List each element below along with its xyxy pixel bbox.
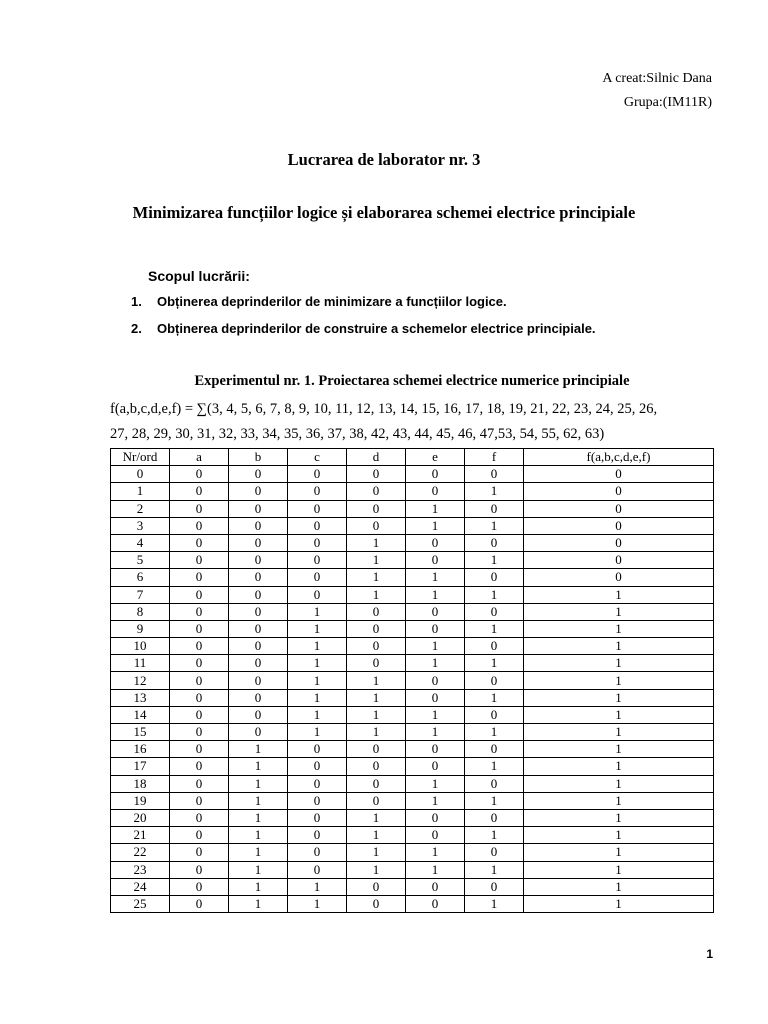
table-cell: 0 [288,827,347,844]
table-cell: 1 [288,655,347,672]
table-cell: 0 [406,878,465,895]
table-cell: 0 [288,741,347,758]
lab-subtitle: Minimizarea funcțiilor logice și elaborarea schemei electrice principiale [132,203,636,222]
table-cell: 1 [524,809,714,826]
lab-title: Lucrarea de laborator nr. 3 [287,150,481,169]
table-row [111,895,714,912]
table-cell: 0 [524,569,714,586]
table-cell: 0 [406,689,465,706]
table-cell: 0 [347,620,406,637]
column-header: f(a,b,c,d,e,f) [524,449,714,466]
table-cell: 14 [111,706,170,723]
table-cell: 0 [465,500,524,517]
table-cell: 0 [406,603,465,620]
table-cell: 0 [524,534,714,551]
table-row [111,552,714,569]
table-cell: 1 [406,569,465,586]
table-cell: 0 [170,724,229,741]
table-cell: 0 [170,689,229,706]
table-cell: 0 [347,517,406,534]
table-cell: 1 [524,724,714,741]
purpose-heading: Scopul lucrării: [148,268,250,284]
table-cell: 1 [524,844,714,861]
table-row [111,724,714,741]
table-cell: 1 [406,844,465,861]
table-cell: 0 [524,500,714,517]
table-cell: 0 [288,517,347,534]
table-cell: 25 [111,895,170,912]
table-cell: 4 [111,534,170,551]
table-cell: 3 [111,517,170,534]
table-cell: 0 [229,638,288,655]
table-cell: 0 [347,775,406,792]
table-cell: 0 [524,552,714,569]
table-cell: 1 [524,792,714,809]
table-cell: 0 [229,603,288,620]
purpose-item-text: Obținerea deprinderilor de construire a schemelor electrice principiale. [157,321,596,336]
table-row [111,603,714,620]
table-cell: 0 [229,689,288,706]
table-cell: 0 [288,569,347,586]
table-cell: 1 [465,586,524,603]
table-cell: 1 [524,586,714,603]
table-cell: 12 [111,672,170,689]
table-cell: 1 [288,620,347,637]
table-cell: 0 [170,861,229,878]
table-cell: 0 [229,586,288,603]
purpose-item [131,321,596,348]
table-row [111,569,714,586]
table-cell: 0 [347,466,406,483]
table-cell: 0 [170,758,229,775]
table-cell: 1 [465,517,524,534]
table-cell: 0 [288,775,347,792]
table-cell: 0 [465,672,524,689]
table-cell: 1 [288,895,347,912]
table-cell: 1 [524,861,714,878]
table-cell: 16 [111,741,170,758]
table-row [111,517,714,534]
table-cell: 1 [229,895,288,912]
table-cell: 0 [347,878,406,895]
table-cell: 0 [524,483,714,500]
purpose-item [131,294,596,321]
table-cell: 0 [229,466,288,483]
table-row [111,466,714,483]
table-cell: 1 [288,603,347,620]
table-cell: 1 [524,672,714,689]
table-cell: 11 [111,655,170,672]
table-cell: 1 [347,706,406,723]
column-header: c [288,449,347,466]
table-cell: 22 [111,844,170,861]
table-cell: 1 [288,689,347,706]
table-cell: 0 [406,552,465,569]
table-cell: 0 [229,517,288,534]
table-header-row [111,449,714,466]
table-cell: 1 [524,878,714,895]
table-cell: 1 [524,689,714,706]
table-cell: 1 [524,758,714,775]
table-row [111,844,714,861]
table-cell: 0 [406,483,465,500]
table-cell: 0 [170,792,229,809]
table-row [111,758,714,775]
column-header: e [406,449,465,466]
table-cell: 21 [111,827,170,844]
table-cell: 1 [229,758,288,775]
table-cell: 0 [465,603,524,620]
table-cell: 1 [347,569,406,586]
table-row [111,741,714,758]
table-cell: 0 [347,655,406,672]
column-header: a [170,449,229,466]
table-cell: 1 [524,775,714,792]
table-cell: 0 [465,878,524,895]
group-line: Grupa:(IM11R) [623,95,712,110]
experiment-title: Experimentul nr. 1. Proiectarea schemei electrice numerice principiale [194,373,630,389]
table-cell: 1 [406,655,465,672]
column-header: b [229,449,288,466]
table-cell: 0 [288,500,347,517]
table-cell: 0 [170,895,229,912]
table-cell: 0 [229,672,288,689]
table-cell: 0 [229,483,288,500]
table-cell: 0 [347,758,406,775]
table-cell: 0 [347,792,406,809]
table-cell: 1 [347,724,406,741]
truth-table [110,448,714,913]
table-cell: 0 [465,844,524,861]
table-cell: 1 [465,655,524,672]
table-cell: 0 [406,620,465,637]
table-row [111,534,714,551]
table-cell: 0 [170,483,229,500]
table-cell: 1 [524,603,714,620]
table-cell: 0 [406,758,465,775]
table-row [111,878,714,895]
table-cell: 1 [524,827,714,844]
table-row [111,689,714,706]
formula-line: 27, 28, 29, 30, 31, 32, 33, 34, 35, 36, 37, 38, 42, 43, 44, 45, 46, 47,53, 54, 55, 62, 63) [110,426,605,442]
table-cell: 0 [347,483,406,500]
table-cell: 1 [406,500,465,517]
table-cell: 1 [347,844,406,861]
table-cell: 20 [111,809,170,826]
table-cell: 0 [524,517,714,534]
table-cell: 1 [524,741,714,758]
table-row [111,500,714,517]
table-row [111,672,714,689]
table-body [111,466,714,913]
table-cell: 0 [170,706,229,723]
table-cell: 0 [288,792,347,809]
table-cell: 0 [406,534,465,551]
table-cell: 0 [465,741,524,758]
table-cell: 1 [288,706,347,723]
table-cell: 8 [111,603,170,620]
table-cell: 1 [347,586,406,603]
column-header: d [347,449,406,466]
table-cell: 0 [170,827,229,844]
table-cell: 0 [229,620,288,637]
purpose-item-number: 1. [131,294,142,309]
table-cell: 0 [229,500,288,517]
table-cell: 0 [229,534,288,551]
table-cell: 0 [288,466,347,483]
table-cell: 0 [288,758,347,775]
table-cell: 0 [406,466,465,483]
table-cell: 0 [406,827,465,844]
table-cell: 15 [111,724,170,741]
table-cell: 0 [170,809,229,826]
table-cell: 0 [170,466,229,483]
table-cell: 13 [111,689,170,706]
table-cell: 1 [229,809,288,826]
table-cell: 0 [170,586,229,603]
table-cell: 1 [288,638,347,655]
table-cell: 0 [347,603,406,620]
table-cell: 1 [465,792,524,809]
table-cell: 0 [288,861,347,878]
table-cell: 10 [111,638,170,655]
table-cell: 0 [347,895,406,912]
table-cell: 0 [170,741,229,758]
table-cell: 0 [229,724,288,741]
table-cell: 0 [229,552,288,569]
table-cell: 7 [111,586,170,603]
table-cell: 1 [524,638,714,655]
table-cell: 0 [465,638,524,655]
table-cell: 0 [465,706,524,723]
function-formula [110,397,710,447]
table-cell: 1 [347,672,406,689]
table-cell: 1 [229,792,288,809]
table-cell: 0 [111,466,170,483]
table-cell: 0 [170,517,229,534]
table-cell: 0 [288,483,347,500]
table-cell: 1 [229,827,288,844]
table-cell: 0 [170,620,229,637]
table-cell: 0 [229,569,288,586]
column-header: f [465,449,524,466]
table-cell: 24 [111,878,170,895]
table-cell: 1 [406,517,465,534]
table-row [111,792,714,809]
table-cell: 0 [288,809,347,826]
table-cell: 0 [347,500,406,517]
table-row [111,638,714,655]
table-cell: 1 [229,741,288,758]
author-block [602,67,712,115]
table-cell: 1 [288,724,347,741]
table-cell: 1 [406,706,465,723]
table-cell: 9 [111,620,170,637]
table-cell: 1 [406,724,465,741]
table-cell: 0 [465,466,524,483]
table-cell: 1 [229,878,288,895]
formula-line: f(a,b,c,d,e,f) = ∑(3, 4, 5, 6, 7, 8, 9, 10, 11, 12, 13, 14, 15, 16, 17, 18, 19, 21, 22, 23, 24, 25, 26, [110,401,658,417]
table-cell: 0 [288,844,347,861]
table-cell: 0 [170,569,229,586]
table-cell: 0 [229,706,288,723]
table-cell: 1 [111,483,170,500]
table-cell: 0 [524,466,714,483]
column-header: Nr/ord [111,449,170,466]
table-cell: 0 [347,741,406,758]
table-cell: 1 [347,861,406,878]
page-number: 1 [706,947,713,961]
table-cell: 0 [170,534,229,551]
table-cell: 2 [111,500,170,517]
author-line: A creat:Silnic Dana [602,71,712,86]
table-cell: 0 [465,534,524,551]
table-cell: 1 [288,878,347,895]
table-cell: 1 [347,809,406,826]
table-cell: 0 [406,809,465,826]
table-cell: 0 [347,638,406,655]
table-cell: 1 [465,620,524,637]
table-cell: 1 [406,861,465,878]
table-row [111,775,714,792]
table-cell: 0 [170,844,229,861]
table-cell: 1 [229,775,288,792]
table-cell: 0 [288,534,347,551]
table-cell: 0 [170,603,229,620]
table-cell: 1 [465,552,524,569]
table-cell: 0 [170,655,229,672]
table-cell: 0 [229,655,288,672]
purpose-list [131,294,596,348]
table-cell: 1 [465,483,524,500]
table-cell: 1 [406,638,465,655]
table-row [111,483,714,500]
table-cell: 6 [111,569,170,586]
table-cell: 1 [524,895,714,912]
table-cell: 1 [465,861,524,878]
table-cell: 1 [406,586,465,603]
table-cell: 1 [229,861,288,878]
table-cell: 0 [465,809,524,826]
table-cell: 1 [347,552,406,569]
table-cell: 0 [170,552,229,569]
table-row [111,620,714,637]
table-cell: 0 [406,895,465,912]
table-cell: 1 [524,706,714,723]
table-cell: 1 [524,620,714,637]
table-cell: 0 [170,500,229,517]
table-cell: 1 [524,655,714,672]
table-cell: 0 [406,741,465,758]
purpose-item-number: 2. [131,321,142,336]
table-cell: 18 [111,775,170,792]
table-cell: 1 [465,724,524,741]
table-cell: 0 [465,775,524,792]
table-cell: 0 [170,775,229,792]
table-cell: 1 [288,672,347,689]
table-row [111,809,714,826]
table-row [111,586,714,603]
table-cell: 0 [170,672,229,689]
table-cell: 23 [111,861,170,878]
table-row [111,706,714,723]
table-cell: 1 [347,534,406,551]
table-cell: 0 [406,672,465,689]
table-cell: 1 [406,775,465,792]
table-cell: 0 [465,569,524,586]
table-cell: 17 [111,758,170,775]
table-cell: 1 [347,827,406,844]
table-cell: 1 [465,827,524,844]
table-cell: 1 [465,689,524,706]
table-row [111,861,714,878]
table-cell: 5 [111,552,170,569]
table-cell: 1 [465,758,524,775]
table-cell: 1 [347,689,406,706]
table-cell: 1 [406,792,465,809]
table-row [111,827,714,844]
table-cell: 0 [288,552,347,569]
table-row [111,655,714,672]
table-cell: 1 [229,844,288,861]
table-cell: 0 [170,878,229,895]
table-cell: 1 [465,895,524,912]
table-cell: 19 [111,792,170,809]
table-cell: 0 [288,586,347,603]
purpose-item-text: Obținerea deprinderilor de minimizare a funcțiilor logice. [157,294,507,309]
table-cell: 0 [170,638,229,655]
